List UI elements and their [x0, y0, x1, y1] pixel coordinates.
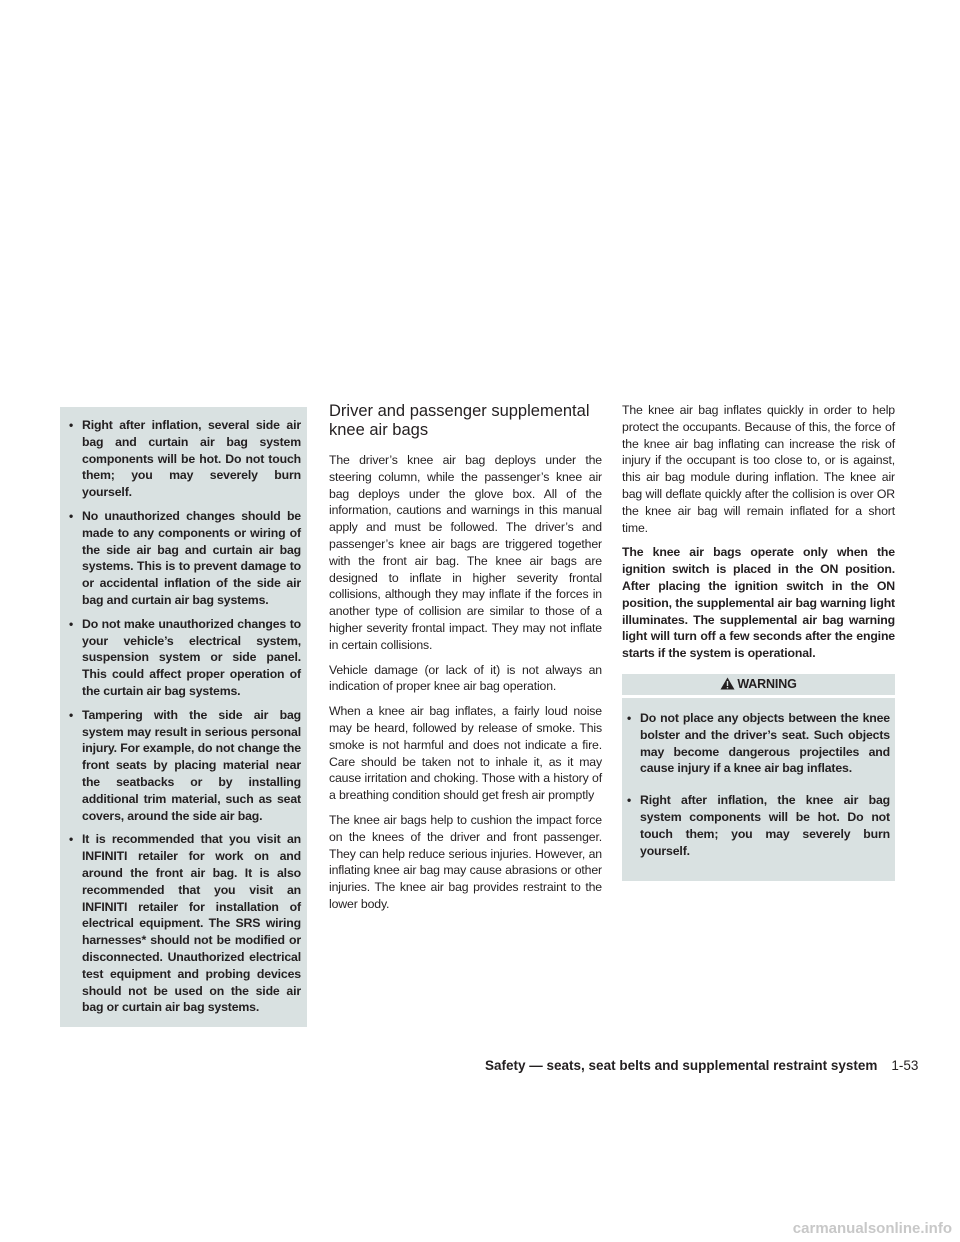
middle-column — [329, 402, 602, 921]
bullet-text: Do not make unauthorized changes to your vehicle’s electrical system, suspension system or side panel. This could affect proper operation of the curtain air bag systems. — [82, 616, 301, 698]
warning-box-side-air-bag — [60, 407, 307, 1027]
bullet-text: Right after inflation, the knee air bag system components will be hot. Do not touch them; you may severely burn yourself. — [640, 793, 890, 858]
bullet-text: Tampering with the side air bag system may result in serious personal injury. For example, do not change the front seats by placing material near the seatbacks or by installing additional trim material, such as seat covers, around the side air bag. — [82, 707, 301, 823]
bullet-text: No unauthorized changes should be made to any components or wiring of the side air bag and curtain air bag systems. This is to prevent damage to or accidental inflation of the side air bag and curtain air bag systems. — [82, 508, 301, 607]
columns — [60, 402, 895, 1027]
bullet-icon: • — [69, 508, 74, 523]
right-column — [622, 402, 895, 881]
bullet-text: Do not place any objects between the knee bolster and the driver’s seat. Such objects may become dangerous projectiles and cause injury if a knee air bag inflates. — [640, 710, 890, 776]
page-number: 1-53 — [891, 1058, 919, 1074]
bullet-item — [69, 508, 301, 609]
bullet-item — [627, 710, 890, 785]
section-heading: Driver and passenger supplemental knee air bags — [329, 402, 590, 439]
bullet-icon: • — [69, 707, 74, 722]
bullet-text: It is recommended that you visit an INFINITI retailer for work on and around the front air bag. It is also recommended that you visit an INFINITI retailer for installation of electrical equipment. The SRS wiring harnesses* should not be modified or disconnected. Unauthorized electrical test equipment and probing devices should not be used on the side air bag or curtain air bag systems. — [82, 832, 301, 1015]
warning-body — [622, 698, 895, 881]
chapter-title: Safety — seats, seat belts and supplemental restraint system — [485, 1058, 878, 1074]
bullet-icon: • — [627, 710, 632, 725]
bullet-text: Right after inflation, several side air bag and curtain air bag system components will be hot. Do not touch them; you may severely burn yourself. — [82, 418, 301, 500]
paragraph: The knee air bags help to cushion the impact force on the knees of the driver and front passenger. They can help reduce serious injuries. However, an inflating knee air bag may cause abrasions or other injuries. The knee air bag provides restraint to the lower body. — [329, 812, 602, 911]
warning-header — [622, 674, 895, 695]
bullet-item — [69, 417, 301, 501]
paragraph: When a knee air bag inflates, a fairly loud noise may be heard, followed by release of smoke. This smoke is not harmful and does not indicate a fire. Care should be taken not to inhale it, as it may cause irritation and choking. Those with a history of a breathing condition should get fresh air promptly — [329, 704, 602, 803]
paragraph: The driver’s knee air bag deploys under the steering column, while the passenger’s knee air bag deploys under the glove box. All of the information, cautions and warnings in this manual apply and must be followed. The driver’s and passenger’s knee air bags are triggered together with the front air bag. The knee air bags are designed to inflate in higher severity frontal collisions, although they may inflate if the forces in another type of collision are similar to those of a higher severity frontal impact. They may not inflate in certain collisions. — [329, 453, 602, 652]
bullet-icon: • — [69, 418, 74, 432]
bold-paragraph: The knee air bags operate only when the ignition switch is placed in the ON position. After placing the ignition switch in the ON position, the supplemental air bag warning light illuminates. The supplemental air bag warning light will turn off a few seconds after the engine starts if the system is operational. — [622, 545, 895, 661]
bullet-icon: • — [69, 832, 74, 847]
bullet-icon: • — [627, 793, 632, 808]
watermark: carmanualsonline.info — [792, 1220, 952, 1237]
warning-triangle-icon — [720, 677, 735, 690]
paragraph: Vehicle damage (or lack of it) is not always an indication of proper knee air bag operation. — [329, 662, 602, 694]
bullet-item — [69, 616, 301, 700]
bullet-item — [627, 792, 890, 867]
bullet-icon: • — [69, 616, 74, 631]
paragraph: The knee air bag inflates quickly in order to help protect the occupants. Because of this, the force of the knee air bag inflating can increase the risk of injury if the occupant is too close to, or is against, this air bag module during inflation. The knee air bag will deflate quickly after the collision is over OR the knee air bag will remain inflated for a short time. — [622, 403, 895, 535]
bullet-item — [69, 707, 301, 825]
page-footer — [485, 1057, 919, 1075]
warning-title: WARNING — [737, 676, 797, 691]
bullet-item — [69, 831, 301, 1016]
